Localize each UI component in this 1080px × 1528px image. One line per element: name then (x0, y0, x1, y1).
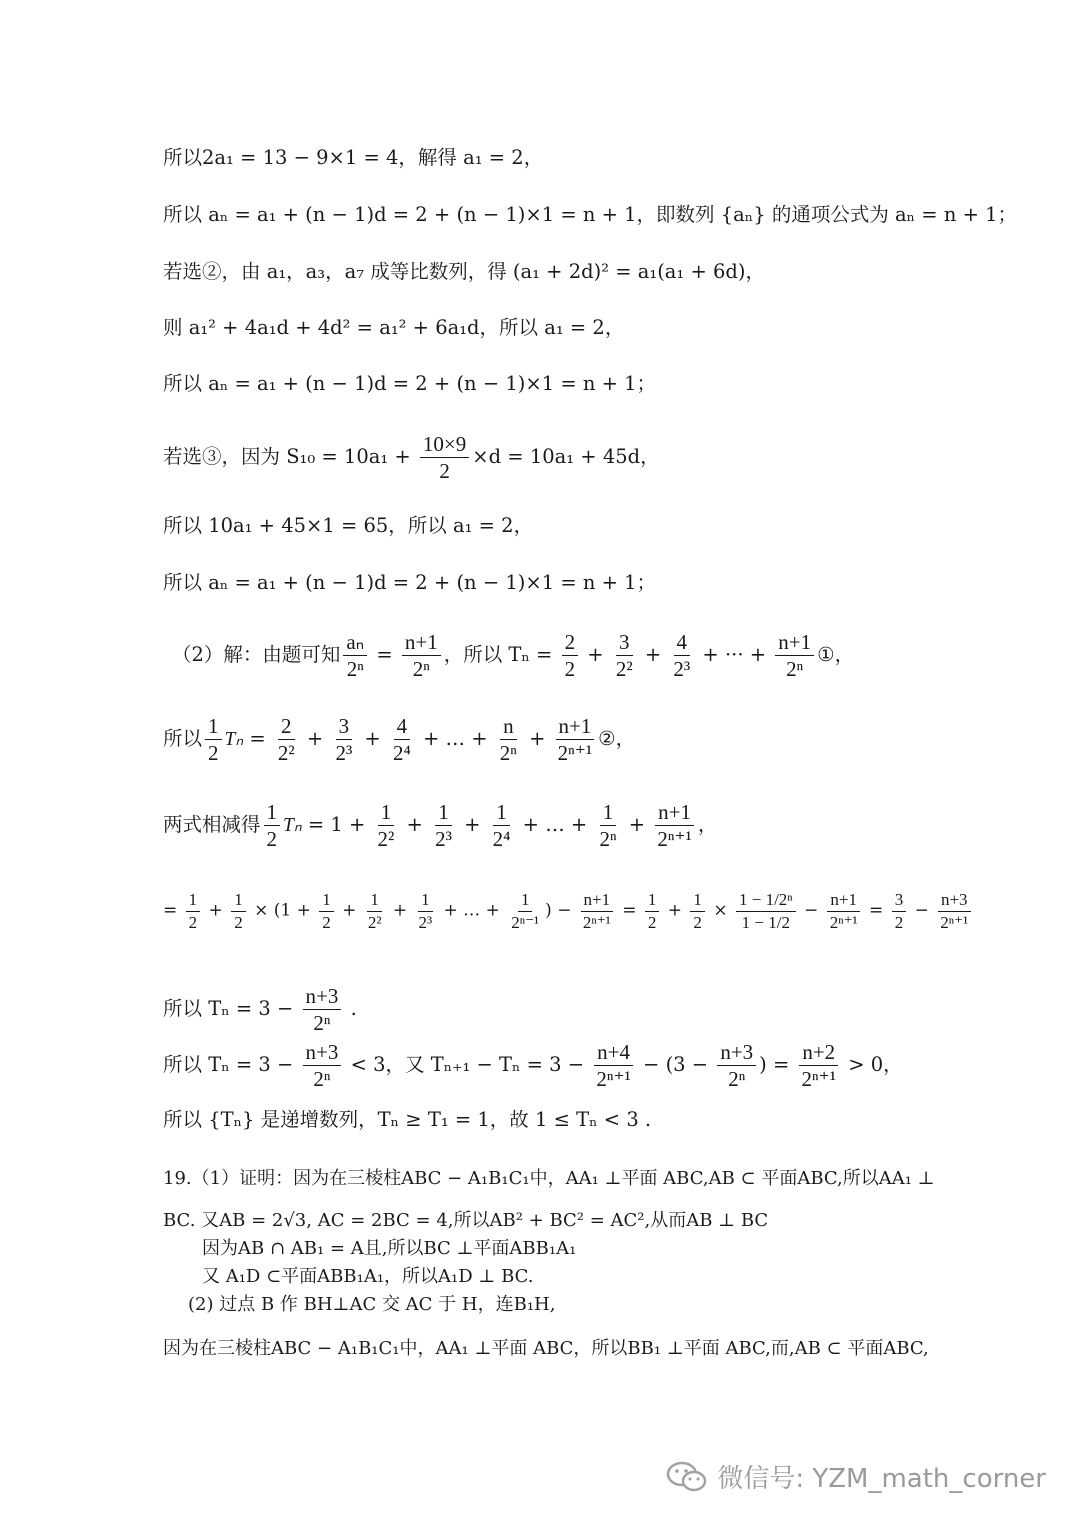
solution-line-14 (163, 1040, 903, 1091)
fraction-2-over-2 (562, 630, 579, 681)
line-12-prefix: = (163, 900, 183, 921)
fraction-denominator: 2 (208, 741, 219, 766)
line-9-end: ①， (817, 643, 855, 667)
sub-open: − (3 − (636, 1053, 715, 1077)
fraction-numerator: 1 (493, 800, 510, 826)
fraction-denominator: 2 (234, 912, 243, 932)
fraction-numerator: n+1 (827, 890, 860, 912)
watermark-text: 微信号: YZM_math_corner (717, 1464, 1046, 1494)
fraction-numerator: n+1 (556, 714, 595, 740)
problem-19-line-5: (2) 过点 B 作 BH⊥AC 交 AC 于 H，连B₁H, (188, 1294, 556, 1315)
plus-sign: + (358, 727, 387, 751)
fraction-4-over-2-4 (390, 714, 414, 765)
fraction-denominator: 2ⁿ (346, 657, 364, 682)
fraction-geometric-sum (736, 890, 796, 932)
equals-sign: = (243, 727, 272, 751)
fraction-denominator: 2ⁿ⁻¹ (511, 912, 540, 932)
fraction-numerator: 1 (264, 800, 281, 826)
fraction-denominator: 2ⁿ⁺¹ (596, 1067, 631, 1092)
fraction-numerator: 1 (367, 890, 382, 912)
fraction-numerator: n+1 (581, 890, 614, 912)
fraction-n1-over-2n1 (827, 890, 861, 932)
fraction-numerator: n+3 (717, 1040, 756, 1066)
line-11-end: ， (697, 813, 718, 837)
fraction-1-over-2-4 (490, 800, 514, 851)
line-6-prefix: 若选③，因为 S₁₀ = 10a₁ + (163, 445, 417, 469)
fraction-1-over-2sq (375, 800, 398, 851)
fraction-n1-over-2n (402, 630, 441, 681)
plus-sign: + (300, 727, 330, 751)
minus-sign: − (909, 900, 935, 921)
fraction-denominator: 2ⁿ (313, 1011, 331, 1036)
fraction-n1-over-2n1 (580, 890, 614, 932)
plus-sign: + (622, 813, 652, 837)
fraction-numerator: 10×9 (420, 432, 469, 458)
fraction-one-half (264, 800, 281, 851)
fraction-numerator: 3 (616, 630, 633, 656)
solution-line-1: 所以2a₁ = 13 − 9×1 = 4，解得 a₁ = 2， (163, 146, 544, 169)
fraction-10x9-over-2 (420, 432, 469, 483)
minus-sign: − (798, 900, 824, 921)
plus-sign: + (203, 900, 229, 921)
line-10-prefix: 所以 (163, 727, 203, 751)
fraction-numerator: 1 (518, 890, 533, 912)
fraction-numerator: n (500, 714, 517, 740)
equals-sign: = (370, 643, 399, 667)
solution-line-13 (163, 984, 357, 1035)
fraction-denominator: 2ⁿ (599, 827, 617, 852)
fraction-numerator: 1 (231, 890, 246, 912)
fraction-denominator: 2ⁿ (313, 1067, 331, 1092)
fraction-1-over-2cu (416, 890, 436, 932)
fraction-denominator: 2⁴ (392, 741, 411, 766)
equals-sign: = (616, 900, 642, 921)
times-open: × (1 + (248, 900, 317, 921)
fraction-numerator: 1 − 1/2ⁿ (736, 890, 796, 912)
fraction-numerator: 1 (378, 800, 395, 826)
solution-line-6 (163, 432, 660, 483)
plus-sign: + (522, 727, 552, 751)
fraction-denominator: 2³ (673, 657, 691, 682)
fraction-denominator: 2ⁿ⁺¹ (657, 827, 692, 852)
ellipsis-sum: + … + (438, 900, 506, 921)
fraction-n-over-2n (497, 714, 520, 765)
fraction-numerator: 3 (336, 714, 353, 740)
solution-line-7: 所以 10a₁ + 45×1 = 65，所以 a₁ = 2， (163, 514, 534, 537)
line-10-end: ②， (598, 727, 636, 751)
problem-19-line-4: 又 A₁D ⊂平面ABB₁A₁，所以A₁D ⊥ BC. (202, 1266, 534, 1287)
fraction-n3-over-2n (303, 984, 342, 1035)
fraction-n1-over-2n1 (654, 800, 695, 851)
line-14-end: > 0， (842, 1053, 903, 1077)
fraction-denominator: 2 (894, 912, 904, 932)
fraction-n1-over-2n (775, 630, 814, 681)
fraction-numerator: n+2 (799, 1040, 838, 1066)
problem-19-line-2: BC. 又AB = 2√3, AC = 2BC = 4,所以AB² + BC² = AC²,从而AB ⊥ BC (163, 1210, 769, 1231)
fraction-1-over-2n (596, 800, 619, 851)
line-14-prefix: 所以 Tₙ = 3 − (163, 1053, 300, 1077)
fraction-3-over-2 (892, 890, 907, 932)
fraction-denominator: 2 (564, 657, 576, 682)
plus-sign: + (638, 643, 668, 667)
wechat-icon (665, 1460, 709, 1494)
solution-line-3: 若选②，由 a₁，a₃，a₇ 成等比数列，得 (a₁ + 2d)² = a₁(a₁ + 6d)， (163, 260, 765, 283)
fraction-one-half (690, 890, 705, 932)
fraction-denominator: 2³ (335, 741, 353, 766)
fraction-numerator: 4 (674, 630, 691, 656)
fraction-denominator: 2 (647, 912, 657, 932)
line-6-suffix: ×d = 10a₁ + 45d， (472, 445, 660, 469)
one-plus: 1 + (330, 813, 372, 837)
fraction-denominator: 2² (277, 741, 295, 766)
fraction-denominator: 2ⁿ (728, 1067, 746, 1092)
fraction-denominator: 2 (188, 912, 198, 932)
solution-line-4: 则 a₁² + 4a₁d + 4d² = a₁² + 6a₁d，所以 a₁ = 2， (163, 316, 625, 339)
problem-19-line-6: 因为在三棱柱ABC − A₁B₁C₁中，AA₁ ⊥平面 ABC，所以BB₁ ⊥平面 ABC,而,AB ⊂ 平面ABC, (163, 1338, 929, 1359)
solution-line-12 (163, 890, 974, 932)
fraction-numerator: aₙ (343, 630, 367, 656)
fraction-denominator: 2ⁿ⁺¹ (582, 912, 611, 932)
fraction-denominator: 1 − 1/2 (741, 912, 790, 932)
fraction-numerator: n+3 (303, 1040, 342, 1066)
ellipsis-sum: + ··· + (696, 643, 773, 667)
fraction-numerator: 1 (600, 800, 617, 826)
solution-line-11 (163, 800, 717, 851)
fraction-n4-over-2n1 (593, 1040, 634, 1091)
fraction-denominator: 2ⁿ⁺¹ (940, 912, 969, 932)
fraction-one-half (645, 890, 660, 932)
fraction-1-over-2nm1 (508, 890, 542, 932)
fraction-numerator: 1 (418, 890, 433, 912)
line-9-prefix: （2）解：由题可知 (172, 643, 341, 667)
t-n-symbol: Tₙ (224, 729, 244, 751)
problem-19-line-1: 19.（1）证明：因为在三棱柱ABC − A₁B₁C₁中，AA₁ ⊥平面 ABC,AB ⊂ 平面ABC,所以AA₁ ⊥ (163, 1168, 935, 1189)
watermark (665, 1458, 1046, 1495)
ellipsis-sum: + … + (416, 727, 494, 751)
fraction-numerator: 2 (278, 714, 295, 740)
fraction-numerator: 1 (205, 714, 222, 740)
fraction-denominator: 2ⁿ⁺¹ (557, 741, 593, 766)
fraction-numerator: n+1 (402, 630, 441, 656)
fraction-numerator: 1 (690, 890, 705, 912)
fraction-n3-over-2n (717, 1040, 756, 1091)
plus-sign: + (400, 813, 430, 837)
fraction-numerator: 4 (394, 714, 411, 740)
fraction-n3-over-2n1 (937, 890, 971, 932)
plus-sign: + (457, 813, 487, 837)
equals-sign: = (863, 900, 889, 921)
solution-line-10 (163, 714, 635, 765)
fraction-one-half (186, 890, 201, 932)
fraction-numerator: n+3 (303, 984, 342, 1010)
sub-close: ) = (759, 1053, 796, 1077)
fraction-denominator: 2 (693, 912, 702, 932)
fraction-numerator: n+1 (655, 800, 694, 826)
line-11-prefix: 两式相减得 (163, 813, 261, 837)
fraction-n1-over-2n1 (555, 714, 596, 765)
fraction-denominator: 2³ (418, 912, 433, 932)
solution-line-9 (172, 630, 854, 681)
fraction-numerator: n+1 (775, 630, 814, 656)
fraction-4-over-2cu (670, 630, 693, 681)
line-9-mid: ，所以 Tₙ = (443, 643, 559, 667)
fraction-numerator: n+4 (594, 1040, 633, 1066)
fraction-n2-over-2n1 (799, 1040, 840, 1091)
plus-sign: + (581, 643, 610, 667)
fraction-numerator: 1 (319, 890, 334, 912)
fraction-denominator: 2² (377, 827, 395, 852)
fraction-numerator: 1 (435, 800, 452, 826)
close-minus: ) − (545, 900, 577, 921)
fraction-denominator: 2ⁿ (786, 657, 804, 682)
fraction-denominator: 2 (439, 459, 450, 484)
equals-sign: = (301, 813, 331, 837)
solution-line-8: 所以 aₙ = a₁ + (n − 1)d = 2 + (n − 1)×1 = n + 1； (163, 571, 657, 594)
plus-sign: + (662, 900, 688, 921)
fraction-numerator: 1 (645, 890, 660, 912)
fraction-an-over-2n (343, 630, 367, 681)
fraction-numerator: 1 (186, 890, 201, 912)
solution-line-5: 所以 aₙ = a₁ + (n − 1)d = 2 + (n − 1)×1 = n + 1； (163, 372, 657, 395)
fraction-denominator: 2 (322, 912, 331, 932)
fraction-denominator: 2 (266, 827, 278, 852)
fraction-3-over-2sq (613, 630, 636, 681)
fraction-one-half (205, 714, 222, 765)
fraction-one-half (231, 890, 246, 932)
plus-sign: + (336, 900, 362, 921)
solution-line-15: 所以 {Tₙ} 是递增数列，Tₙ ≥ T₁ = 1，故 1 ≤ Tₙ < 3 . (163, 1108, 652, 1131)
fraction-one-half (319, 890, 334, 932)
line-13-prefix: 所以 Tₙ = 3 − (163, 997, 300, 1021)
t-n-symbol: Tₙ (283, 815, 302, 837)
ellipsis-sum: + … + (516, 813, 594, 837)
fraction-denominator: 2ⁿ (499, 741, 517, 766)
line-14-mid: < 3，又 Tₙ₊₁ − Tₙ = 3 − (344, 1053, 591, 1077)
fraction-denominator: 2² (615, 657, 633, 682)
fraction-denominator: 2ⁿ⁺¹ (801, 1067, 837, 1092)
problem-19-line-3: 因为AB ∩ AB₁ = A且,所以BC ⊥平面ABB₁A₁ (202, 1238, 577, 1259)
fraction-numerator: 3 (892, 890, 907, 912)
times-sign: × (707, 900, 733, 921)
fraction-denominator: 2ⁿ (412, 657, 430, 682)
plus-sign: + (387, 900, 413, 921)
fraction-denominator: 2³ (435, 827, 452, 852)
fraction-denominator: 2ⁿ⁺¹ (829, 912, 858, 932)
fraction-1-over-2sq (365, 890, 385, 932)
fraction-numerator: 2 (562, 630, 579, 656)
fraction-1-over-2cu (432, 800, 455, 851)
fraction-n3-over-2n (303, 1040, 342, 1091)
solution-line-2: 所以 aₙ = a₁ + (n − 1)d = 2 + (n − 1)×1 = n + 1，即数列 {aₙ} 的通项公式为 aₙ = n + 1； (163, 203, 1018, 226)
fraction-numerator: n+3 (938, 890, 971, 912)
line-13-end: . (344, 997, 357, 1021)
fraction-denominator: 2⁴ (492, 827, 511, 852)
fraction-3-over-2cu (332, 714, 355, 765)
fraction-2-over-2sq (275, 714, 298, 765)
fraction-denominator: 2² (367, 912, 382, 932)
